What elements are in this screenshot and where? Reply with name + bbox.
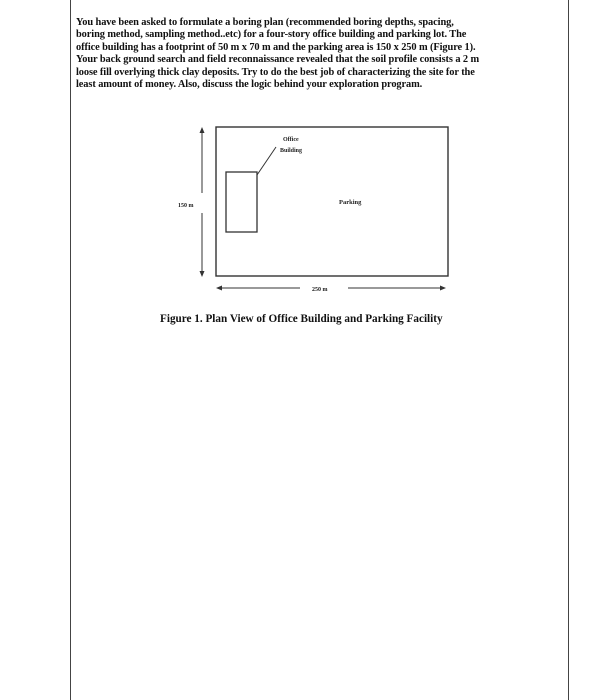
office-label-line-1: Office bbox=[283, 137, 299, 143]
height-arrow-down bbox=[200, 271, 205, 277]
problem-line-3: office building has a footprint of 50 m x 70 m and the parking area is 150 x 250 m (Figure 1). bbox=[76, 41, 476, 53]
width-arrow-right bbox=[440, 286, 446, 291]
office-label-line-2: Building bbox=[280, 148, 303, 154]
problem-line-5: loose fill overlying thick clay deposits. Try to do the best job of characterizing the site for the bbox=[76, 66, 475, 78]
height-arrow-up bbox=[200, 127, 205, 133]
parking-label: Parking bbox=[339, 199, 362, 206]
height-dimension-label: 150 m bbox=[178, 203, 194, 209]
problem-line-6: least amount of money. Also, discuss the logic behind your exploration program. bbox=[76, 79, 423, 91]
problem-line-1: You have been asked to formulate a boring plan (recommended boring depths, spacing, bbox=[76, 17, 454, 28]
parking-area-outline bbox=[216, 127, 448, 276]
office-leader-line bbox=[257, 147, 276, 175]
figure-caption: Figure 1. Plan View of Office Building and Parking Facility bbox=[160, 313, 443, 325]
problem-line-2: boring method, sampling method..etc) for a four-story office building and parking lot. The bbox=[76, 29, 467, 41]
problem-line-4: Your back ground search and field reconnaissance revealed that the soil profile consists a 2 m bbox=[76, 54, 480, 66]
width-arrow-left bbox=[216, 286, 222, 291]
width-dimension-label: 250 m bbox=[312, 287, 328, 293]
office-building-outline bbox=[226, 172, 257, 232]
